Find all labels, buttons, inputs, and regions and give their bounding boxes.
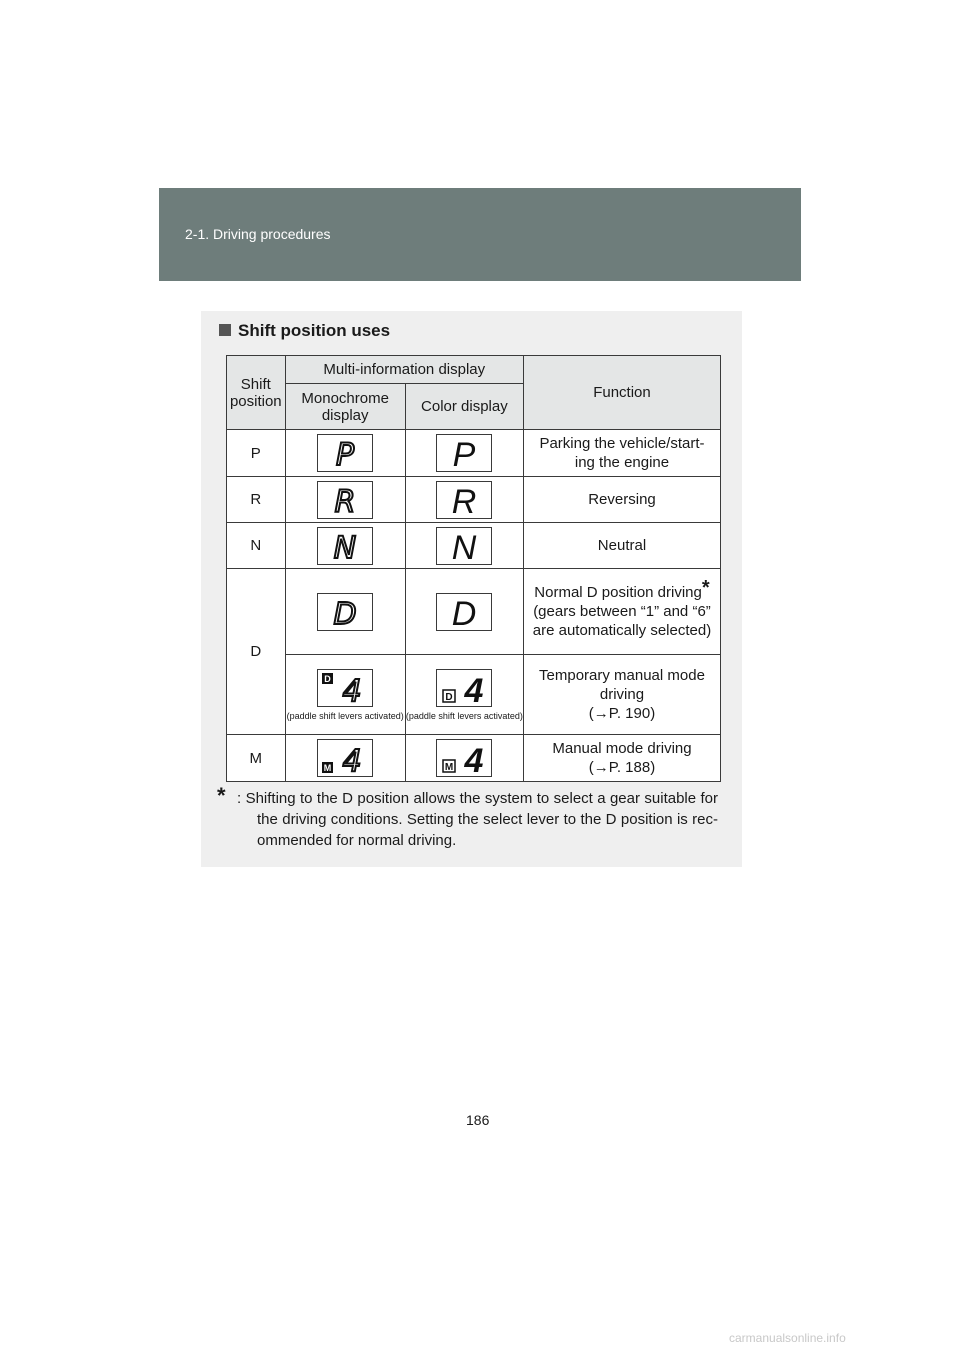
svg-text:D: D — [333, 596, 357, 630]
svg-text:4: 4 — [464, 671, 484, 706]
shift-position-table — [226, 355, 721, 782]
svg-text:4: 4 — [342, 744, 362, 776]
svg-text:P: P — [336, 438, 355, 471]
svg-text:4: 4 — [464, 742, 484, 776]
color-r-icon — [436, 481, 492, 519]
section-title-text: Shift position uses — [238, 321, 391, 340]
function-cell: Temporary manual mode driving (→P. 190) — [523, 655, 720, 735]
svg-text:D: D — [445, 691, 453, 703]
table-row — [227, 477, 721, 523]
watermark: carmanualsonline.info — [729, 1331, 846, 1345]
position-cell: R — [227, 477, 286, 523]
color-caption: (paddle shift levers activated) — [405, 710, 523, 721]
color-m4-icon — [436, 739, 492, 777]
section-title — [219, 321, 390, 341]
section-heading: 2-1. Driving procedures — [185, 226, 331, 242]
header-shift-position: Shift position — [227, 356, 286, 430]
color-n-icon — [436, 527, 492, 565]
header-function: Function — [523, 356, 720, 430]
header-monochrome: Monochrome display — [285, 384, 405, 430]
table-row — [227, 569, 721, 655]
position-cell: P — [227, 430, 286, 477]
table-row — [227, 735, 721, 782]
mono-caption: (paddle shift levers activated) — [286, 710, 404, 721]
mono-r-icon — [317, 481, 373, 519]
header-multi-info-display: Multi-information display — [285, 356, 523, 384]
function-cell: Parking the vehicle/start- ing the engine — [523, 430, 720, 477]
mono-m4-icon — [317, 739, 373, 777]
asterisk-icon: * — [701, 577, 710, 599]
header-band — [159, 188, 801, 281]
function-cell: Normal D position driving* (gears between “1” and “6” are automatically selected) — [523, 569, 720, 655]
svg-text:4: 4 — [342, 673, 362, 706]
table-row — [227, 523, 721, 569]
function-cell: Reversing — [523, 477, 720, 523]
svg-text:D: D — [452, 594, 477, 630]
position-cell: N — [227, 523, 286, 569]
function-cell: Neutral — [523, 523, 720, 569]
mono-d-icon — [317, 593, 373, 631]
color-p-icon — [436, 434, 492, 472]
mono-p-icon — [317, 434, 373, 472]
mono-n-icon — [317, 527, 373, 565]
color-d4-icon — [436, 669, 492, 707]
svg-text:N: N — [452, 528, 477, 564]
position-cell: D — [227, 569, 286, 735]
svg-text:R: R — [452, 482, 477, 518]
footnote-asterisk-icon: * — [217, 783, 226, 808]
function-cell: Manual mode driving (→P. 188) — [523, 735, 720, 782]
table-row — [227, 655, 721, 735]
svg-text:N: N — [333, 530, 357, 564]
square-bullet-icon — [219, 324, 231, 336]
svg-text:D: D — [324, 673, 331, 684]
mono-d4-icon — [317, 669, 373, 707]
svg-text:P: P — [453, 436, 476, 471]
svg-text:R: R — [334, 484, 356, 518]
footnote — [217, 783, 718, 851]
header-color: Color display — [405, 384, 523, 430]
page-number: 186 — [466, 1112, 490, 1128]
color-d-icon — [436, 593, 492, 631]
footnote-text: : Shifting to the D position allows the system to select a gear suitable for the driving conditions. Setting the select lever to the D position is rec- ommended for normal driving. — [237, 790, 718, 849]
svg-text:M: M — [323, 763, 332, 773]
svg-text:M: M — [445, 762, 454, 773]
table-row — [227, 430, 721, 477]
position-cell: M — [227, 735, 286, 782]
